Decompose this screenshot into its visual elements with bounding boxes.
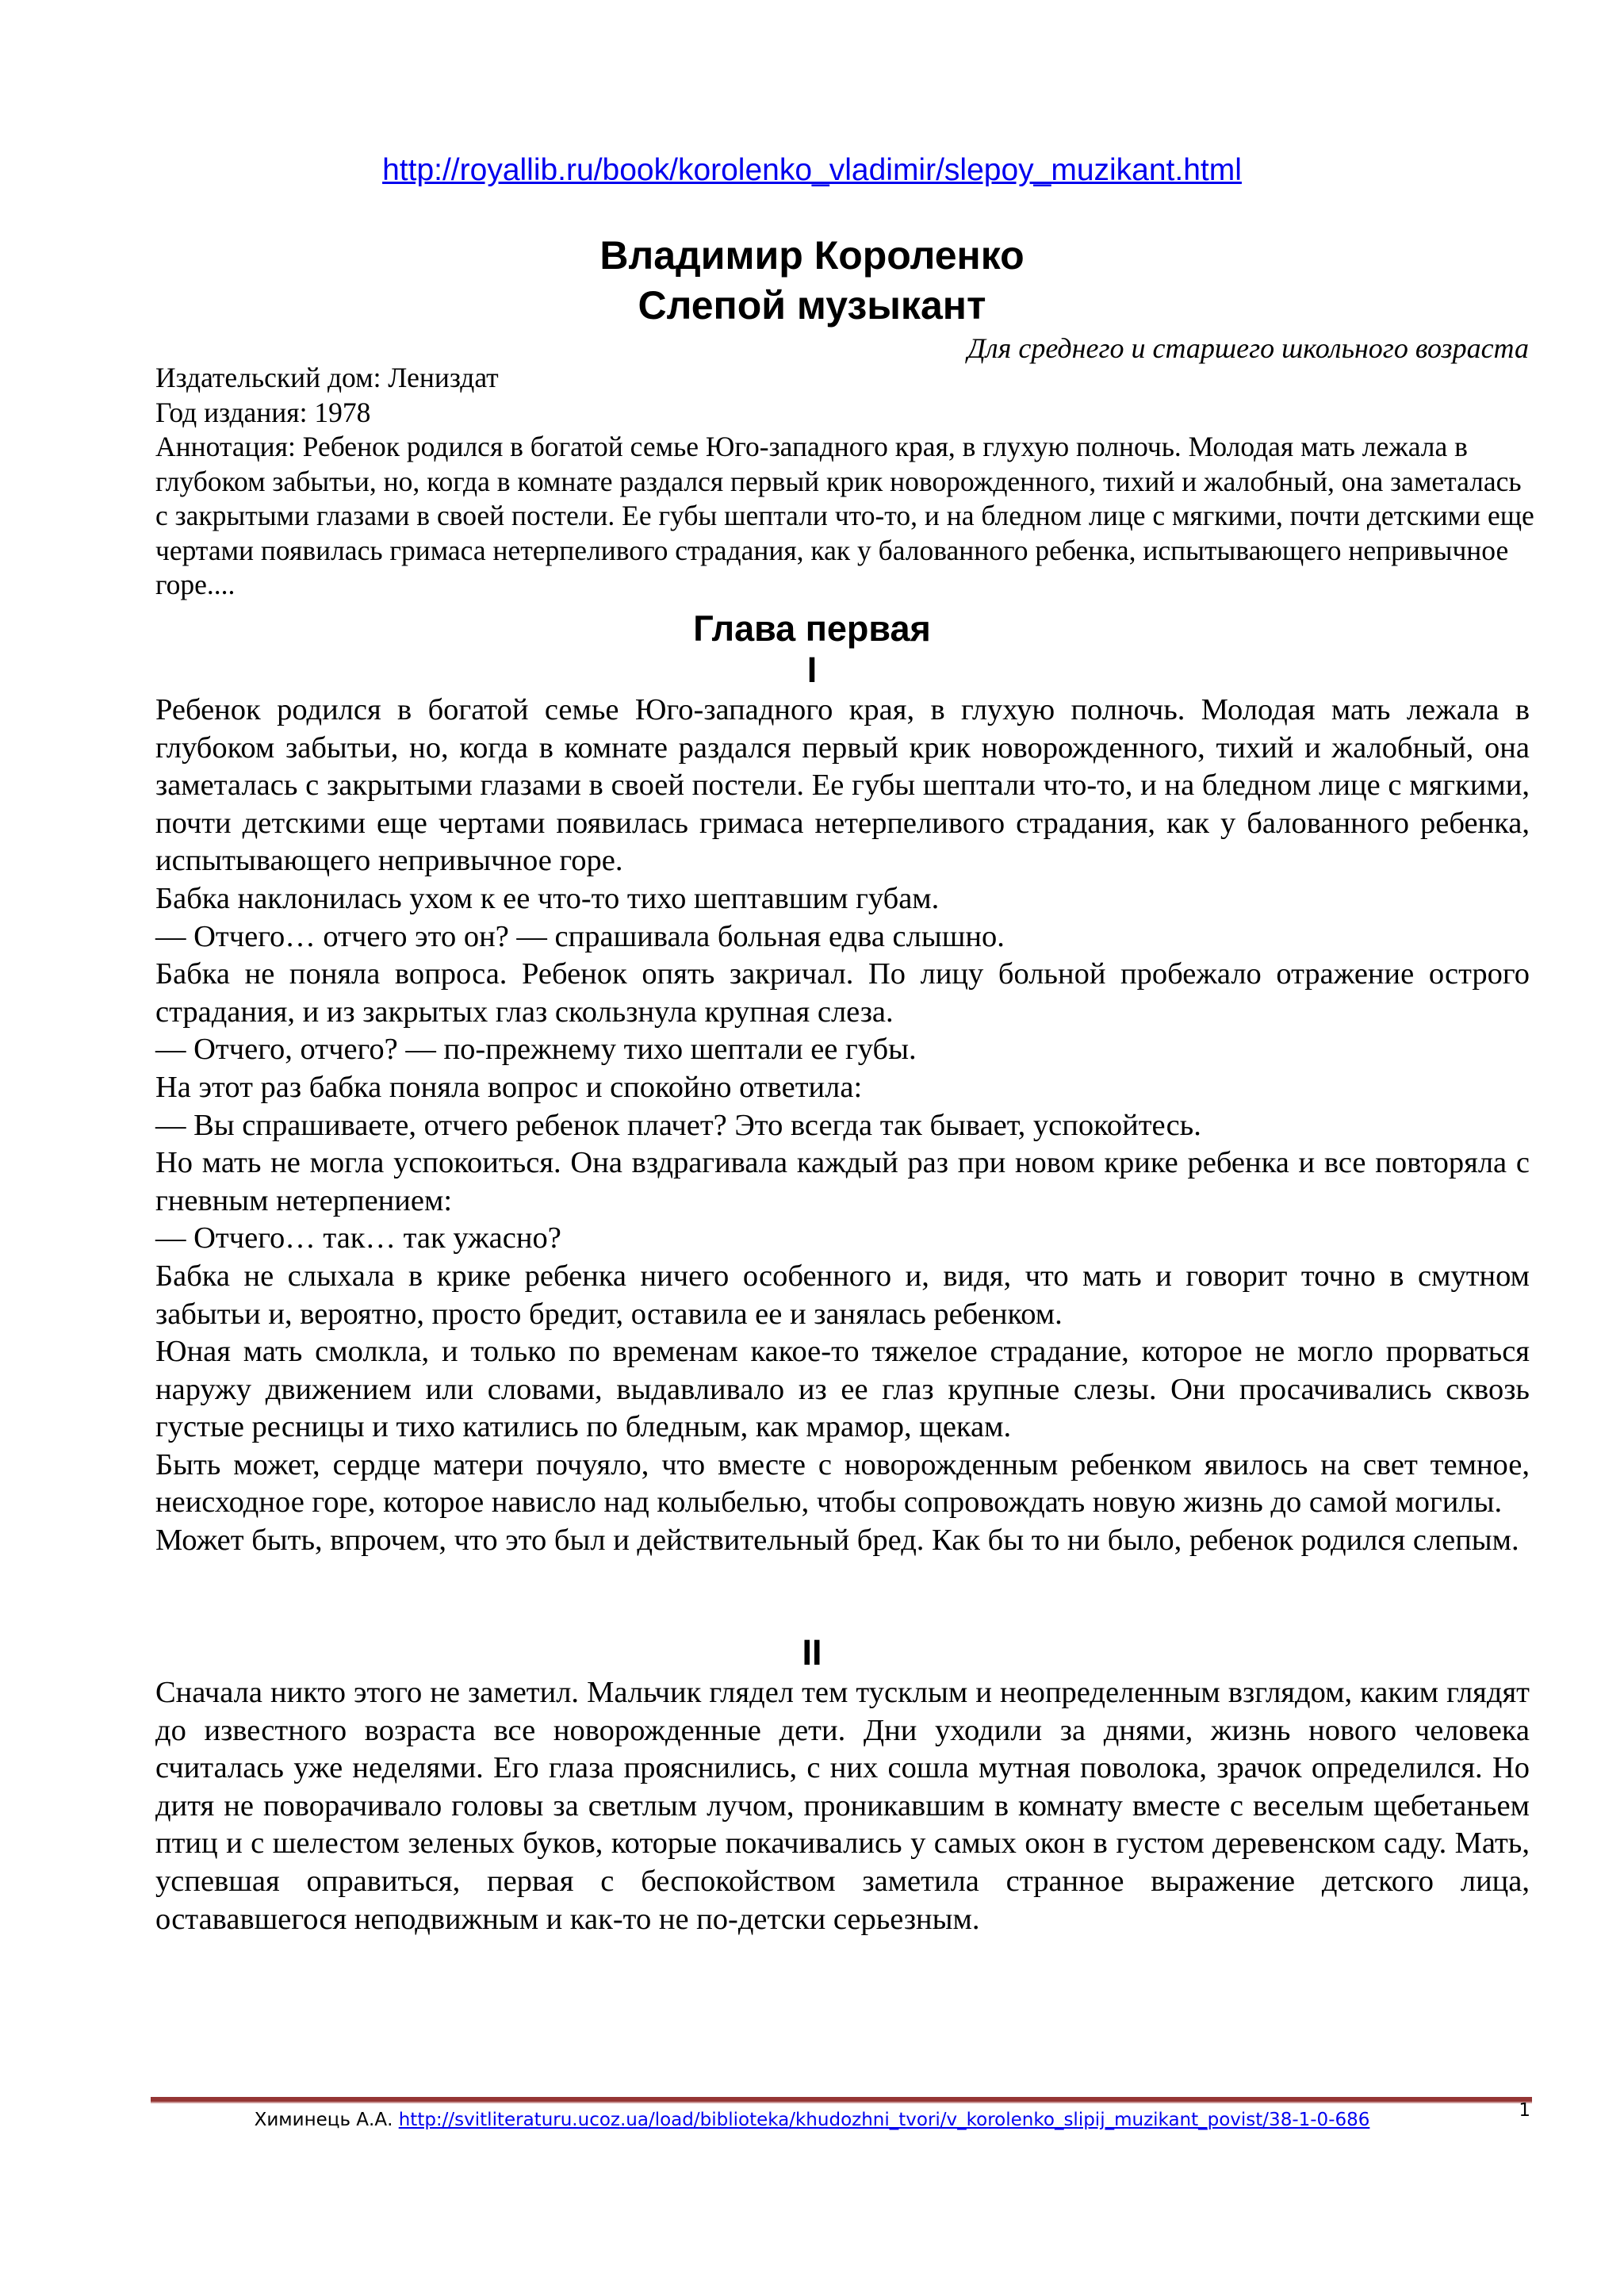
paragraph: Бабка не поняла вопроса. Ребенок опять закричал. По лицу больной пробежало отражение острого страдания, и из закрытых глаз скользнула крупная слеза. bbox=[155, 957, 1530, 1029]
book-meta bbox=[155, 361, 1535, 603]
paragraph: На этот раз бабка поняла вопрос и спокойно ответила: bbox=[155, 1070, 863, 1104]
year-line: Год издания: 1978 bbox=[155, 396, 371, 428]
author-name: Владимир Короленко bbox=[599, 233, 1025, 278]
paragraph: — Вы спрашиваете, отчего ребенок плачет? Это всегда так бывает, успокойтесь. bbox=[155, 1108, 1201, 1142]
section-numeral-2: II bbox=[802, 1632, 822, 1673]
paragraph: Бабка не слыхала в крике ребенка ничего особенного и, видя, что мать и говорит точно в смутном забытьи и, вероятно, просто бредит, оставила ее и занялась ребенком. bbox=[155, 1259, 1530, 1331]
paragraph: Быть может, сердце матери почуяло, что вместе с новорожденным ребенком явилось на свет темное, неисходное горе, которое нависло над колыбелью, чтобы сопровождать новую жизнь до самой могилы. bbox=[155, 1447, 1530, 1520]
footer-author-credit: Химинець А.А. bbox=[254, 2110, 393, 2130]
chapter-title: Глава первая bbox=[693, 608, 931, 649]
paragraph: — Отчего, отчего? — по-прежнему тихо шептали ее губы. bbox=[155, 1033, 917, 1067]
book-title: Слепой музыкант bbox=[638, 283, 986, 328]
footer-link[interactable]: http://svitliteraturu.ucoz.ua/load/biblioteka/khudozhni_tvori/v_korolenko_slipij_muzikant_povist/38-1-0-686 bbox=[398, 2110, 1370, 2130]
annotation-paragraph: Аннотация: Ребенок родился в богатой семье Юго-западного края, в глухую полночь. Молодая мать лежала в глубоком забытьи, но, когда в комнате раздался первый крик новорожденного, тихий и жалобный, она заметалась с закрытыми глазами в своей постели. Ее губы шептали что-то, и на бледном лице с мягкими, почти детскими еще чертами появилась гримаса нетерпеливого страдания, как у балованного ребенка, испытывающего непривычное горе.... bbox=[155, 431, 1534, 600]
paragraph: Может быть, впрочем, что это был и действительный бред. Как бы то ни было, ребенок родился слепым. bbox=[155, 1524, 1519, 1558]
paragraph: Бабка наклонилась ухом к ее что-то тихо шептавшим губам. bbox=[155, 881, 940, 915]
paragraph: Ребенок родился в богатой семье Юго-западного края, в глухую полночь. Молодая мать лежала в глубоком забытьи, но, когда в комнате раздался первый крик новорожденного, тихий и жалобный, она заметалась с закрытыми глазами в своей постели. Ее губы шептали что-то, и на бледном лице с мягкими, почти детскими еще чертами появилась гримаса нетерпеливого страдания, как у балованного ребенка, испытывающего непривычное горе. bbox=[155, 693, 1530, 878]
source-url-link[interactable]: http://royallib.ru/book/korolenko_vladimir/slepoy_muzikant.html bbox=[382, 153, 1242, 187]
paragraph: Но мать не могла успокоиться. Она вздрагивала каждый раз при новом крике ребенка и все повторяла с гневным нетерпением: bbox=[155, 1146, 1530, 1217]
section-numeral-1: I bbox=[806, 650, 818, 690]
audience-note: Для среднего и старшего школьного возраста bbox=[967, 332, 1529, 364]
section-1-text bbox=[155, 692, 1530, 1560]
paragraph: Юная мать смолкла, и только по временам какое-то тяжелое страдание, которое не могло прорваться наружу движением или словами, выдавливало из ее глаз крупные слезы. Они просачивались сквозь густые ресницы и тихо катились по бледным, как мрамор, щекам. bbox=[155, 1335, 1530, 1444]
publisher-line: Издательский дом: Лениздат bbox=[155, 362, 499, 393]
paragraph: Сначала никто этого не заметил. Мальчик глядел тем тусклым и неопределенным взглядом, каким глядят до известного возраста все новорожденные дети. Дни уходили за днями, жизнь нового человека считалась уже неделями. Его глаза прояснились, с них сошла мутная поволока, зрачок определился. Но дитя не поворачивало головы за светлым лучом, проникавшим в комнату вместе с веселым щебетаньем птиц и с шелестом зеленых буков, которые покачивались у самых окон в густом деревенском саду. Мать, успевшая оправиться, первая с беспокойством заметила странное выражение детского лица, остававшегося неподвижным и как-то не по-детски серьезным. bbox=[155, 1676, 1530, 1936]
paragraph: — Отчего… так… так ужасно? bbox=[155, 1221, 561, 1255]
page-number: 1 bbox=[1519, 2100, 1530, 2121]
section-2-text bbox=[155, 1674, 1530, 1938]
paragraph: — Отчего… отчего это он? — спрашивала больная едва слышно. bbox=[155, 919, 1005, 953]
footer bbox=[0, 2110, 1624, 2130]
footer-divider bbox=[151, 2097, 1532, 2103]
